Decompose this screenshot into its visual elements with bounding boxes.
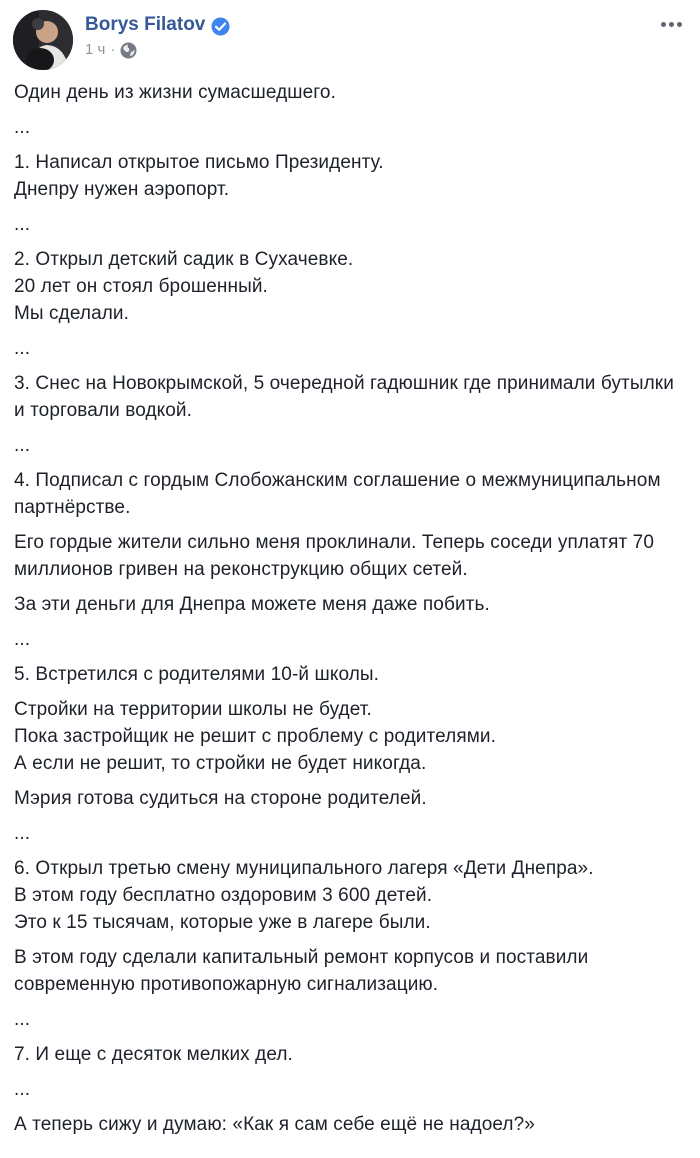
author-name-link[interactable]: Borys Filatov [85, 14, 206, 35]
post-paragraph: ... [14, 435, 31, 456]
post-paragraph: 5. Встретился с родителями 10-й школы. [14, 664, 380, 685]
post-header [0, 0, 700, 70]
post-paragraph: Его гордые жители сильно меня проклинали. Теперь соседи уплатят 70 миллионов гривен на реконструкцию общих сетей. [14, 532, 654, 580]
post-paragraph: Мэрия готова судиться на стороне родителей. [14, 788, 427, 809]
post-paragraph: 6. Открыл третью смену муниципального лагеря «Дети Днепра». В этом году бесплатно оздоровим 3 600 детей. Это к 15 тысячам, которые уже в лагере были. [14, 858, 594, 933]
header-meta [85, 13, 230, 59]
ellipsis-dot [661, 22, 666, 27]
post-paragraph: 7. И еще с десяток мелких дел. [14, 1044, 293, 1065]
timestamp[interactable]: 1 ч [85, 41, 106, 58]
profile-photo-icon [13, 10, 73, 70]
post-paragraph: 2. Открыл детский садик в Сухачевке. 20 лет он стоял брошенный. Мы сделали. [14, 249, 354, 324]
post-paragraph: 1. Написал открытое письмо Президенту. Днепру нужен аэропорт. [14, 152, 384, 200]
post-paragraph: А теперь сижу и думаю: «Как я сам себе ещё не надоел?» [14, 1114, 535, 1135]
post-meta-line [85, 41, 230, 59]
post-paragraph: За эти деньги для Днепра можете меня даже побить. [14, 594, 490, 615]
ellipsis-dot [677, 22, 682, 27]
post-paragraph: Один день из жизни сумасшедшего. [14, 82, 336, 103]
post-paragraph: 4. Подписал с гордым Слобожанским соглашение о межмуниципальном партнёрстве. [14, 470, 661, 518]
post-options-menu-button[interactable] [648, 14, 682, 34]
post-paragraph: ... [14, 214, 31, 235]
post-paragraph: Стройки на территории школы не будет. Пока застройщик не решит с проблему с родителями. А если не решит, то стройки не будет никогда. [14, 699, 496, 774]
post-paragraph: ... [14, 823, 31, 844]
post-paragraph: ... [14, 338, 31, 359]
post-body [0, 70, 700, 1158]
post-paragraph: В этом году сделали капитальный ремонт корпусов и поставили современную противопожарную сигнализацию. [14, 947, 589, 995]
privacy-globe-icon [120, 42, 137, 59]
avatar[interactable] [13, 10, 73, 70]
ellipsis-dot [669, 22, 674, 27]
meta-separator: · [110, 41, 116, 58]
post-paragraph: 3. Снес на Новокрымской, 5 очередной гадюшник где принимали бутылки и торговали водкой. [14, 373, 674, 421]
post-text [14, 79, 682, 1138]
author-line [85, 13, 230, 37]
post-paragraph: ... [14, 1079, 31, 1100]
verified-badge-icon [211, 17, 230, 36]
post-paragraph: ... [14, 117, 31, 138]
post-paragraph: ... [14, 1009, 31, 1030]
post-paragraph: ... [14, 629, 31, 650]
